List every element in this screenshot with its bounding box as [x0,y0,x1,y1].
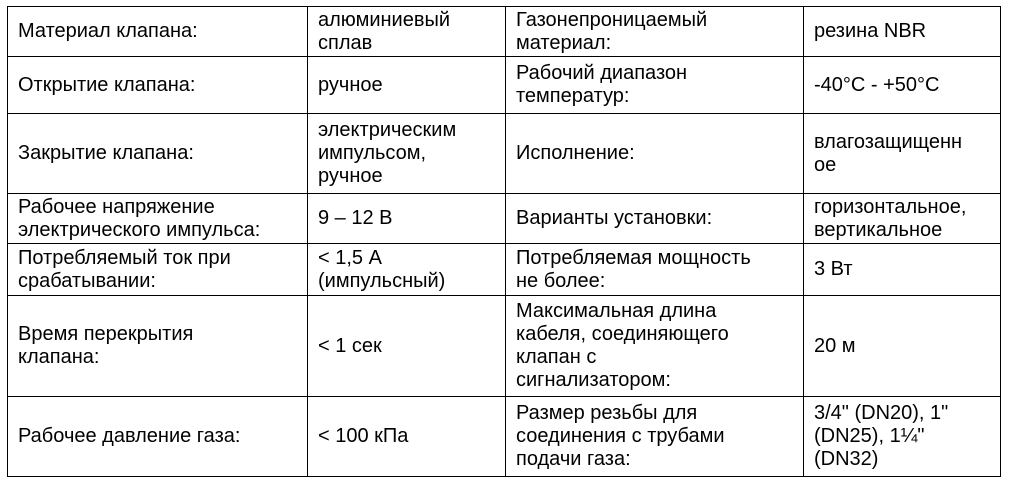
cell-text: алюминиевый сплав [318,8,451,54]
spec-label [506,57,804,114]
cell-text: Открытие клапана: [18,73,196,96]
spec-label [506,114,804,194]
cell-text: ручное [318,73,383,96]
spec-label [506,244,804,296]
cell-text: Потребляемая мощность не более: [516,246,751,292]
spec-value [308,296,506,397]
cell-text: Рабочее напряжение электрического импульса: [18,195,261,241]
spec-label [8,57,308,114]
spec-value [804,296,1001,397]
spec-value [308,244,506,296]
cell-text: Потребляемый ток при срабатывании: [18,246,231,292]
cell-text: < 1,5 А (импульсный) [318,246,446,292]
cell-text: < 1 сек [318,334,382,357]
spec-value [308,114,506,194]
cell-text: Газонепроницаемый материал: [516,8,708,54]
cell-text: 9 – 12 В [318,207,393,229]
spec-value [804,397,1001,477]
table-row [8,57,1001,114]
spec-value [308,194,506,244]
cell-text: 20 м [814,334,856,357]
spec-label [506,194,804,244]
cell-text: Исполнение: [516,142,635,164]
spec-label [506,296,804,397]
spec-label [8,7,308,57]
spec-value [804,7,1001,57]
spec-label [506,397,804,477]
cell-text: Материал клапана: [18,20,198,42]
spec-value [804,194,1001,244]
spec-value [308,57,506,114]
cell-text: Время перекрытия клапана: [18,323,194,368]
valve-spec-table [7,6,1001,477]
spec-label [506,7,804,57]
cell-text: Размер резьбы для соединения с трубами подачи газа: [516,402,725,470]
spec-value [308,397,506,477]
cell-text: Максимальная длина кабеля, соединяющего клапан с сигнализатором: [516,300,729,391]
spec-label [8,244,308,296]
cell-text: -40°C - +50°C [814,73,940,96]
table-row [8,296,1001,397]
table-row [8,244,1001,296]
table-row [8,114,1001,194]
table-row [8,7,1001,57]
cell-text: горизонтальное, вертикальное [814,195,967,241]
spec-value [804,57,1001,114]
cell-text: влагозащищенн ое [814,130,963,176]
table-row [8,397,1001,477]
cell-text: 3/4" (DN20), 1" (DN25), 1¼" (DN32) [814,402,949,470]
cell-text: Варианты установки: [516,207,713,229]
table-row [8,194,1001,244]
spec-label [8,397,308,477]
spec-value [804,244,1001,296]
spec-label [8,296,308,397]
cell-text: электрическим импульсом, ручное [318,119,457,187]
cell-text: резина NBR [814,20,927,42]
cell-text: Рабочее давление газа: [18,425,241,447]
cell-text: Рабочий диапазон температур: [516,62,688,107]
cell-text: < 100 кПа [318,425,409,447]
spec-value [308,7,506,57]
cell-text: 3 Вт [814,258,853,280]
cell-text: Закрытие клапана: [18,142,194,164]
spec-label [8,114,308,194]
spec-value [804,114,1001,194]
spec-label [8,194,308,244]
